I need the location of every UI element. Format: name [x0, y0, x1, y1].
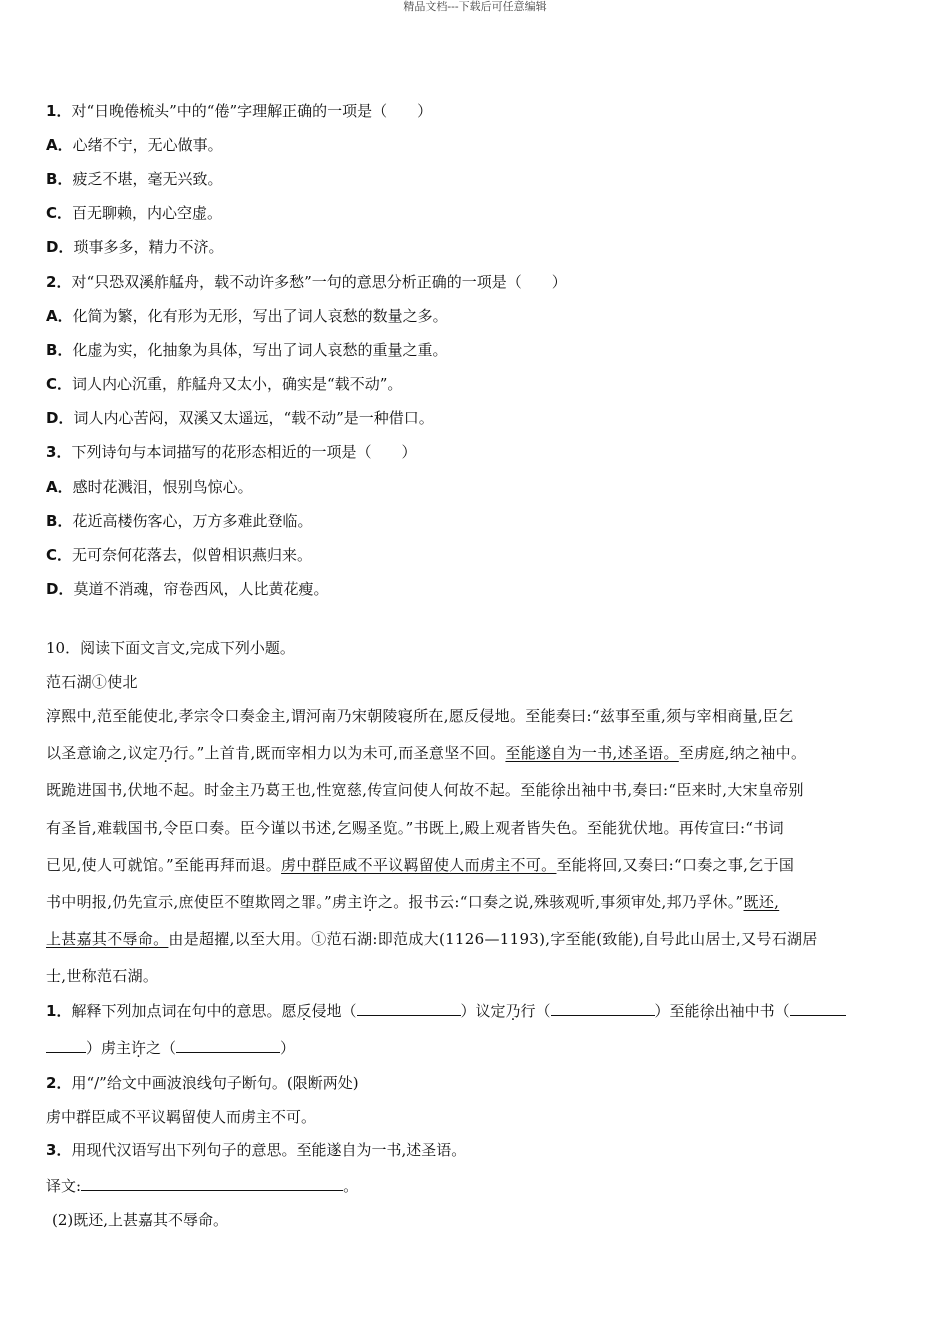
option-label: B: [46, 341, 58, 359]
subquestion-3-part-2: (2)既还,上甚嘉其不辱命。: [52, 1211, 229, 1229]
passage-line-6: [46, 892, 779, 912]
passage-line-3: [46, 780, 804, 800]
question-1: 1．对“日晚倦梳头”中的“倦”字理解正确的一项是（ ）: [46, 102, 433, 120]
passage-text: 以圣意谕之,议定: [46, 744, 159, 762]
option-b: B．化虚为实，化抽象为具体，写出了词人哀愁的重量之重。: [46, 341, 448, 359]
subquestion-2: 2．用“/”给文中画波浪线句子断句。(限断两处): [46, 1074, 359, 1092]
question-text: ）议定: [460, 1002, 506, 1020]
dotted-word: 乃: [158, 744, 174, 762]
option-text: 心绪不宁，无心做事。: [72, 136, 223, 154]
question-stem: 下列诗句与本词描写的花形态相近的一项是（ ）: [71, 443, 417, 461]
dotted-word: 乃: [505, 1002, 521, 1020]
passage-line-7: [46, 929, 818, 949]
option-c: C．词人内心沉重，舴艋舟又太小，确实是“载不动”。: [46, 375, 403, 393]
passage-text: 已见,使人可就馆。”至能再拜而退。: [46, 856, 282, 874]
question-number: 2: [46, 1074, 57, 1092]
option-text: 感时花溅泪，恨别鸟惊心。: [72, 478, 253, 496]
question-text: ）至能: [654, 1002, 700, 1020]
passage-text: 行。”上首肯,既而宰相力以为未可,而圣意坚不回。: [173, 744, 506, 762]
answer-blank[interactable]: [81, 1176, 343, 1191]
option-text: 化简为繁，化有形为无形，写出了词人哀愁的数量之多。: [72, 307, 448, 325]
question-text: 用“/”给文中画波浪线句子断句。(限断两处): [71, 1074, 359, 1092]
option-label: D: [46, 580, 59, 598]
passage-line-8: 士,世称范石湖。: [46, 967, 159, 985]
question-number: 3: [46, 443, 57, 461]
passage-line-1: 淳熙中,范至能使北,孝宗令口奏金主,谓河南乃宋朝陵寝所在,愿反侵地。至能奏曰:“兹事至重,须与宰相商量,臣乞: [46, 707, 794, 725]
option-b: B．疲乏不堪，毫无兴致。: [46, 170, 223, 188]
answer-blank[interactable]: [551, 1001, 655, 1016]
option-c: C．无可奈何花落去，似曾相识燕归来。: [46, 546, 313, 564]
dotted-word: 许: [362, 893, 378, 911]
passage-line-2: [46, 743, 806, 763]
option-d: D．琐事多多，精力不济。: [46, 238, 224, 256]
translate-label: 译文:: [46, 1177, 82, 1195]
option-label: C: [46, 204, 58, 222]
subquestion-2-sentence: 虏中群臣咸不平议羁留使人而虏主不可。: [46, 1108, 317, 1126]
underlined-sentence: 至能遂自为一书,述圣语。: [505, 744, 679, 762]
question-number: 1: [46, 1002, 57, 1020]
question-text: 用现代汉语写出下列句子的意思。至能遂自为一书,述圣语。: [71, 1141, 467, 1159]
question-text: 行（: [520, 1002, 551, 1020]
option-label: B: [46, 512, 58, 530]
answer-blank[interactable]: [790, 1001, 846, 1016]
option-label: D: [46, 409, 59, 427]
dotted-word: 许: [131, 1039, 147, 1057]
option-text: 无可奈何花落去，似曾相识燕归来。: [72, 546, 313, 564]
question-text: 解释下列加点词在句中的意思。愿: [71, 1002, 297, 1020]
passage-title: 范石湖①使北: [46, 673, 138, 691]
translation-line: [46, 1176, 358, 1196]
option-b: B．花近高楼伤客心，万方多难此登临。: [46, 512, 313, 530]
option-c: C．百无聊赖，内心空虚。: [46, 204, 223, 222]
option-label: A: [46, 307, 58, 325]
option-label: B: [46, 170, 58, 188]
question-text: 出袖中书（: [714, 1002, 790, 1020]
question-number: 2: [46, 273, 57, 291]
passage-text: 出袖中书,奏曰:“臣来时,大宋皇帝别: [566, 781, 804, 799]
dotted-word: 徐: [550, 781, 567, 799]
question-number: 3: [46, 1141, 57, 1159]
option-label: D: [46, 238, 59, 256]
question-stem: 对“只恐双溪舴艋舟，载不动许多愁”一句的意思分析正确的一项是（ ）: [71, 273, 567, 291]
passage-text: 至能将回,又奏曰:“口奏之事,乞于国: [556, 856, 795, 874]
option-text: 琐事多多，精力不济。: [73, 238, 224, 256]
subquestion-1-cont: [46, 1038, 295, 1058]
answer-blank[interactable]: [46, 1038, 86, 1053]
option-a: A．心绪不宁，无心做事。: [46, 136, 223, 154]
option-text: 词人内心苦闷，双溪又太遥远，“载不动”是一种借口。: [73, 409, 434, 427]
subquestion-3: 3．用现代汉语写出下列句子的意思。至能遂自为一书,述圣语。: [46, 1141, 467, 1159]
passage-text: 由是超擢,以至大用。: [168, 930, 312, 948]
passage-text: 之。报书云:“口奏之说,殊骇观听,事须审处,邦乃孚休。”: [377, 893, 744, 911]
question-stem: 对“日晚倦梳头”中的“倦”字理解正确的一项是（ ）: [71, 102, 433, 120]
option-label: C: [46, 375, 58, 393]
answer-blank[interactable]: [176, 1038, 280, 1053]
question-text: ）虏主: [86, 1039, 132, 1057]
underlined-sentence: 既还,: [743, 893, 780, 911]
passage-line-4: 有圣旨,难载国书,令臣口奏。臣今谨以书述,乞赐圣览。”书既上,殿上观者皆失色。至能犹伏地。再传宣曰:“书词: [46, 819, 784, 837]
question-2: 2．对“只恐双溪舴艋舟，载不动许多愁”一句的意思分析正确的一项是（ ）: [46, 273, 567, 291]
option-text: 词人内心沉重，舴艋舟又太小，确实是“载不动”。: [72, 375, 403, 393]
wavy-sentence: 虏中群臣咸不平议羁留使人而虏主不可。: [281, 856, 557, 874]
option-text: 百无聊赖，内心空虚。: [72, 204, 223, 222]
question-3: 3．下列诗句与本词描写的花形态相近的一项是（ ）: [46, 443, 417, 461]
option-d: D．词人内心苦闷，双溪又太遥远，“载不动”是一种借口。: [46, 409, 434, 427]
option-a: A．感时花溅泪，恨别鸟惊心。: [46, 478, 253, 496]
option-text: 疲乏不堪，毫无兴致。: [72, 170, 223, 188]
option-label: C: [46, 546, 58, 564]
subquestion-1: 1．解释下列加点词在句中的意思。愿反侵地（ ）议定乃行（ ）至能徐出袖中书（: [46, 1001, 846, 1021]
question-number: 1: [46, 102, 57, 120]
section-heading: 10．阅读下面文言文,完成下列小题。: [46, 639, 295, 657]
option-a: A．化简为繁，化有形为无形，写出了词人哀愁的数量之多。: [46, 307, 448, 325]
option-label: A: [46, 478, 58, 496]
passage-text: 至虏庭,纳之袖中。: [678, 744, 807, 762]
passage-text: 书中明报,仍先宣示,庶使臣不堕欺罔之罪。”虏主: [46, 893, 363, 911]
option-text: 化虚为实，化抽象为具体，写出了词人哀愁的重量之重。: [72, 341, 448, 359]
dotted-word: 反: [296, 1002, 312, 1020]
answer-blank[interactable]: [357, 1001, 461, 1016]
underlined-sentence: 上甚嘉其不辱命。: [46, 930, 169, 948]
question-text: ）: [280, 1039, 296, 1057]
page-header: 精品文档---下载后可任意编辑: [403, 0, 547, 13]
option-d: D．莫道不消魂，帘卷西风，人比黄花瘦。: [46, 580, 329, 598]
punctuation: 。: [343, 1177, 359, 1195]
passage-text: 既跪进国书,伏地不起。时金主乃葛王也,性宽慈,传宣问使人何故不起。至能: [46, 781, 551, 799]
footnote: ①范石湖:即范成大(1126—1193),字至能(致能),自号此山居士,又号石湖居: [311, 930, 818, 948]
question-text: 侵地（: [311, 1002, 357, 1020]
question-text: 之（: [146, 1039, 177, 1057]
option-text: 花近高楼伤客心，万方多难此登临。: [72, 512, 313, 530]
dotted-word: 徐: [699, 1002, 715, 1020]
option-label: A: [46, 136, 58, 154]
option-text: 莫道不消魂，帘卷西风，人比黄花瘦。: [73, 580, 329, 598]
passage-line-5: [46, 855, 794, 875]
